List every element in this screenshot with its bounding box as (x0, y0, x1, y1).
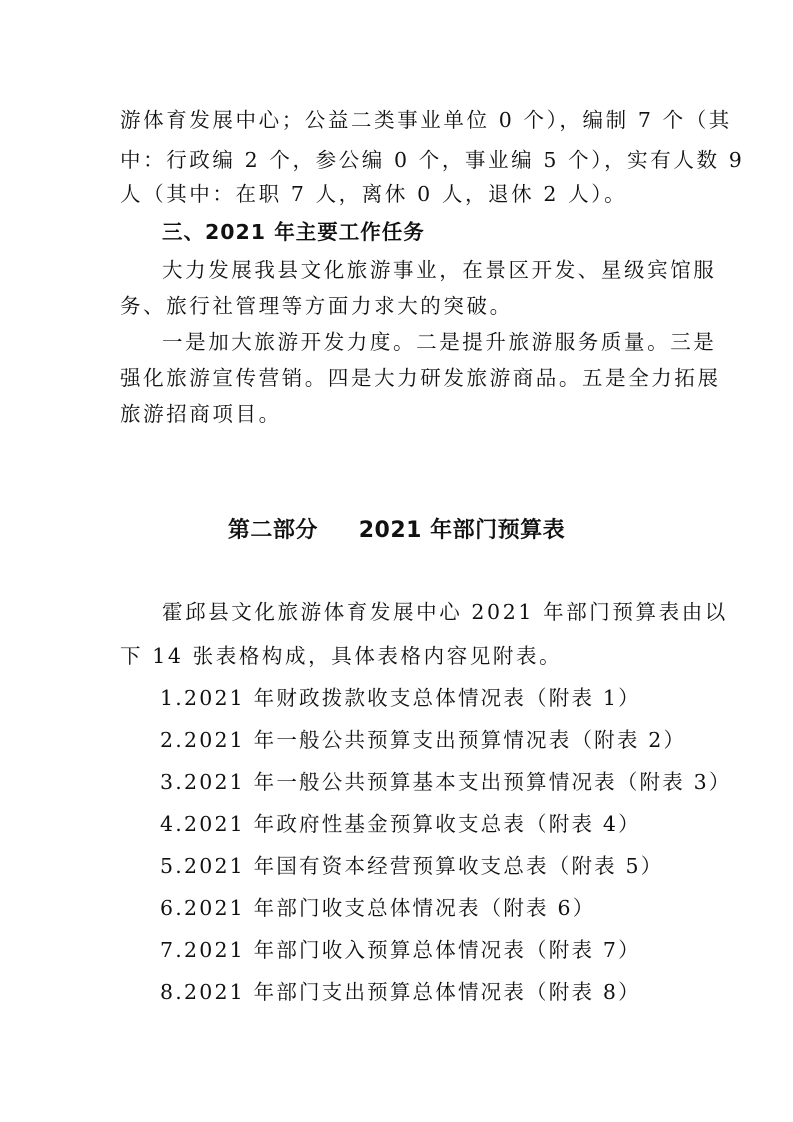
body-text-line: 大力发展我县文化旅游事业，在景区开发、星级宾馆服 (162, 258, 717, 282)
section-heading: 三、2021 年主要工作任务 (162, 220, 425, 244)
body-text-line: 游体育发展中心；公益二类事业单位 0 个），编制 7 个（其 (120, 108, 732, 132)
body-text-line: 一是加大旅游开发力度。二是提升旅游服务质量。三是 (162, 330, 717, 354)
body-text-line: 中：行政编 2 个，参公编 0 个，事业编 5 个），实有人数 9 (120, 148, 745, 172)
part-title: 第二部分 2021 年部门预算表 (227, 518, 566, 543)
body-text-line: 霍邱县文化旅游体育发展中心 2021 年部门预算表由以 (162, 600, 728, 624)
table-list-item: 2.2021 年一般公共预算支出预算情况表（附表 2） (160, 728, 687, 752)
body-text-line: 人（其中：在职 7 人，离休 0 人，退休 2 人）。 (120, 182, 628, 206)
table-list-item: 7.2021 年部门收入预算总体情况表（附表 7） (160, 938, 641, 962)
table-list-item: 3.2021 年一般公共预算基本支出预算情况表（附表 3） (160, 770, 732, 794)
body-text-line: 下 14 张表格构成，具体表格内容见附表。 (120, 644, 563, 668)
body-text-line: 旅游招商项目。 (120, 402, 282, 426)
table-list-item: 5.2021 年国有资本经营预算收支总表（附表 5） (160, 854, 664, 878)
table-list-item: 1.2021 年财政拨款收支总体情况表（附表 1） (160, 686, 641, 710)
body-text-line: 强化旅游宣传营销。四是大力研发旅游商品。五是全力拓展 (120, 366, 721, 390)
table-list-item: 6.2021 年部门收支总体情况表（附表 6） (160, 896, 596, 920)
table-list-item: 4.2021 年政府性基金预算收支总表（附表 4） (160, 812, 641, 836)
body-text-line: 务、旅行社管理等方面力求大的突破。 (120, 294, 513, 318)
table-list-item: 8.2021 年部门支出预算总体情况表（附表 8） (160, 980, 641, 1004)
